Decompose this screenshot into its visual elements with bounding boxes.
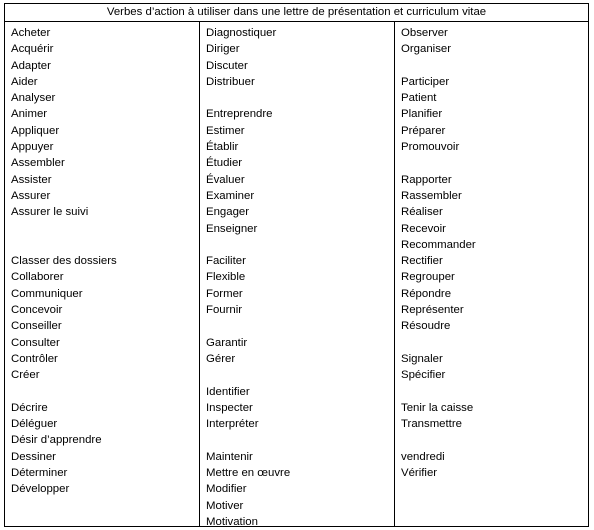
verb-cell: Recommander	[401, 238, 476, 251]
column-2	[200, 22, 395, 526]
empty-cell	[206, 90, 394, 106]
verb-cell: Enseigner	[206, 222, 258, 235]
verb-cell: Adapter	[11, 59, 51, 72]
verb-cell: Créer	[11, 369, 40, 382]
empty-cell	[11, 384, 199, 400]
verb-cell: Discuter	[206, 59, 248, 72]
verb-cell: Répondre	[401, 287, 452, 300]
verb-cell: Communiquer	[11, 287, 83, 300]
verb-cell: Transmettre	[401, 418, 462, 431]
verb-cell: Examiner	[206, 189, 255, 202]
column-1	[5, 22, 200, 526]
verb-cell: Entreprendre	[206, 108, 273, 121]
verb-cell: Regrouper	[401, 271, 455, 284]
verb-cell: Appliquer	[11, 124, 60, 137]
verb-cell: Développer	[11, 483, 70, 496]
verb-cell: Assembler	[11, 157, 65, 170]
verb-cell: Classer des dossiers	[11, 255, 117, 268]
verb-cell: Évaluer	[206, 173, 245, 186]
verb-cell: Réaliser	[401, 206, 443, 219]
empty-cell	[206, 367, 394, 383]
verb-cell: Motivation	[206, 515, 258, 528]
verb-cell: Animer	[11, 108, 48, 121]
verb-cell: Maintenir	[206, 450, 253, 463]
empty-cell	[11, 221, 199, 237]
verb-cell: Vérifier	[401, 467, 438, 480]
empty-cell	[401, 335, 588, 351]
verb-cell: Assister	[11, 173, 52, 186]
verb-cell: Modifier	[206, 483, 247, 496]
verb-cell: Distribuer	[206, 75, 255, 88]
empty-cell	[206, 432, 394, 448]
verb-cell: Flexible	[206, 271, 246, 284]
verb-cell: Assurer	[11, 189, 51, 202]
verb-cell: Acheter	[11, 27, 51, 39]
verb-cell: Signaler	[401, 352, 443, 365]
verb-cell: Recevoir	[401, 222, 446, 235]
verb-cell: Représenter	[401, 304, 464, 317]
verb-cell: Décrire	[11, 401, 48, 414]
verb-cell: Dessiner	[11, 450, 56, 463]
verb-cell: Mettre en œuvre	[206, 467, 291, 480]
verb-cell: Patient	[401, 92, 437, 105]
verb-cell: Inspecter	[206, 401, 253, 414]
verb-cell: Rectifier	[401, 255, 443, 268]
verb-cell: Garantir	[206, 336, 248, 349]
verb-cell: Faciliter	[206, 255, 246, 268]
verb-cell: Aider	[11, 75, 38, 88]
verb-cell: Rapporter	[401, 173, 452, 186]
verb-cell: Planifier	[401, 108, 443, 121]
verb-cell: Motiver	[206, 499, 244, 512]
verb-cell: Participer	[401, 75, 450, 88]
verbs-table	[4, 3, 589, 527]
verb-cell: Désir d’apprendre	[11, 434, 102, 447]
verb-cell: Concevoir	[11, 304, 63, 317]
verb-cell: Former	[206, 287, 243, 300]
empty-cell	[206, 318, 394, 334]
verb-cell: Gérer	[206, 352, 236, 365]
column-3	[395, 22, 588, 526]
verb-cell: Spécifier	[401, 369, 446, 382]
verb-cell: Interpréter	[206, 418, 259, 431]
verb-cell: Tenir la caisse	[401, 401, 474, 414]
verb-cell: Contrôler	[11, 352, 58, 365]
verb-cell: Promouvoir	[401, 141, 460, 154]
verb-cell: Organiser	[401, 43, 452, 56]
verb-cell: Rassembler	[401, 189, 462, 202]
verb-cell: Analyser	[11, 92, 56, 105]
verb-cell: Fournir	[206, 304, 243, 317]
empty-cell	[401, 155, 588, 171]
verb-cell: Conseiller	[11, 320, 62, 333]
verb-cell: Observer	[401, 27, 448, 39]
verb-cell: Étudier	[206, 157, 243, 170]
verb-cell: Assurer le suivi	[11, 206, 89, 219]
verb-cell: Déterminer	[11, 467, 68, 480]
table-body	[5, 22, 588, 526]
verb-cell: Appuyer	[11, 141, 54, 154]
verb-cell: Engager	[206, 206, 250, 219]
verb-cell: vendredi	[401, 450, 445, 463]
verb-cell: Estimer	[206, 124, 245, 137]
verb-cell: Diagnostiquer	[206, 27, 277, 39]
verb-cell: Déléguer	[11, 418, 58, 431]
empty-cell	[206, 237, 394, 253]
empty-cell	[401, 58, 588, 74]
empty-cell	[401, 432, 588, 448]
empty-cell	[11, 237, 199, 253]
verb-cell: Préparer	[401, 124, 446, 137]
verb-cell: Collaborer	[11, 271, 64, 284]
verb-cell: Consulter	[11, 336, 60, 349]
verb-cell: Établir	[206, 141, 239, 154]
verb-cell: Diriger	[206, 43, 240, 56]
verb-cell: Acquérir	[11, 43, 54, 56]
table-title: Verbes d’action à utiliser dans une lettre de présentation et curriculum vitae	[5, 4, 588, 22]
verb-cell: Identifier	[206, 385, 250, 398]
empty-cell	[401, 384, 588, 400]
verb-cell: Résoudre	[401, 320, 451, 333]
